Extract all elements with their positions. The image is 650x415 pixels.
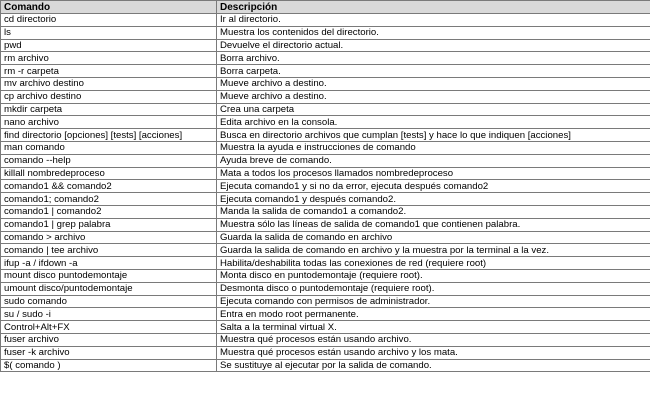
table-row: [1, 116, 650, 129]
command-cell: mount disco puntodemontaje: [1, 269, 217, 282]
command-cell: Control+Alt+FX: [1, 321, 217, 334]
command-cell: ls: [1, 26, 217, 39]
command-cell: pwd: [1, 39, 217, 52]
command-cell: fuser -k archivo: [1, 346, 217, 359]
table-row: [1, 39, 650, 52]
command-cell: mv archivo destino: [1, 77, 217, 90]
description-cell: Monta disco en puntodemontaje (requiere root).: [217, 269, 650, 282]
description-cell: Borra carpeta.: [217, 65, 650, 78]
table-row: [1, 295, 650, 308]
table-row: [1, 308, 650, 321]
description-cell: Mueve archivo a destino.: [217, 90, 650, 103]
description-cell: Muestra qué procesos están usando archivo y los mata.: [217, 346, 650, 359]
table-row: [1, 321, 650, 334]
description-cell: Busca en directorio archivos que cumplan [tests] y hace lo que indiquen [acciones]: [217, 129, 650, 142]
table-row: [1, 244, 650, 257]
description-cell: Entra en modo root permanente.: [217, 308, 650, 321]
table-row: [1, 90, 650, 103]
command-cell: $( comando ): [1, 359, 217, 372]
table-row: [1, 359, 650, 372]
description-cell: Muestra la ayuda e instrucciones de comando: [217, 141, 650, 154]
table-row: [1, 269, 650, 282]
description-cell: Desmonta disco o puntodemontaje (requiere root).: [217, 282, 650, 295]
table-row: [1, 180, 650, 193]
command-cell: su / sudo -i: [1, 308, 217, 321]
table-row: [1, 65, 650, 78]
command-cell: comando1; comando2: [1, 193, 217, 206]
command-cell: ifup -a / ifdown -a: [1, 257, 217, 270]
description-cell: Se sustituye al ejecutar por la salida de comando.: [217, 359, 650, 372]
command-cell: mkdir carpeta: [1, 103, 217, 116]
description-cell: Manda la salida de comando1 a comando2.: [217, 205, 650, 218]
description-cell: Mata a todos los procesos llamados nombredeproceso: [217, 167, 650, 180]
table-row: [1, 154, 650, 167]
command-cell: comando --help: [1, 154, 217, 167]
description-cell: Muestra sólo las líneas de salida de comando1 que contienen palabra.: [217, 218, 650, 231]
description-cell: Ir al directorio.: [217, 14, 650, 27]
description-cell: Guarda la salida de comando en archivo: [217, 231, 650, 244]
table-row: [1, 167, 650, 180]
command-cell: nano archivo: [1, 116, 217, 129]
description-cell: Habilita/deshabilita todas las conexiones de red (requiere root): [217, 257, 650, 270]
description-cell: Salta a la terminal virtual X.: [217, 321, 650, 334]
description-cell: Ayuda breve de comando.: [217, 154, 650, 167]
command-cell: killall nombredeproceso: [1, 167, 217, 180]
command-cell: find directorio [opciones] [tests] [acciones]: [1, 129, 217, 142]
table-row: [1, 257, 650, 270]
table-row: [1, 231, 650, 244]
command-cell: man comando: [1, 141, 217, 154]
command-cell: rm -r carpeta: [1, 65, 217, 78]
table-row: [1, 26, 650, 39]
table-row: [1, 346, 650, 359]
table-body: [1, 14, 650, 372]
description-cell: Ejecuta comando1 y después comando2.: [217, 193, 650, 206]
description-cell: Muestra qué procesos están usando archivo.: [217, 333, 650, 346]
table-row: [1, 77, 650, 90]
table-row: [1, 205, 650, 218]
table-row: [1, 333, 650, 346]
command-cell: sudo comando: [1, 295, 217, 308]
description-cell: Mueve archivo a destino.: [217, 77, 650, 90]
description-cell: Devuelve el directorio actual.: [217, 39, 650, 52]
table-row: [1, 193, 650, 206]
command-cell: comando > archivo: [1, 231, 217, 244]
description-cell: Guarda la salida de comando en archivo y la muestra por la terminal a la vez.: [217, 244, 650, 257]
command-cell: comando1 | comando2: [1, 205, 217, 218]
table-row: [1, 282, 650, 295]
command-cell: umount disco/puntodemontaje: [1, 282, 217, 295]
command-cell: comando | tee archivo: [1, 244, 217, 257]
table-row: [1, 218, 650, 231]
description-cell: Edita archivo en la consola.: [217, 116, 650, 129]
command-cell: cp archivo destino: [1, 90, 217, 103]
command-cell: comando1 && comando2: [1, 180, 217, 193]
table-row: [1, 103, 650, 116]
command-cell: comando1 | grep palabra: [1, 218, 217, 231]
column-header-descripcion: Descripción: [217, 1, 650, 14]
description-cell: Crea una carpeta: [217, 103, 650, 116]
description-cell: Ejecuta comando con permisos de administrador.: [217, 295, 650, 308]
description-cell: Ejecuta comando1 y si no da error, ejecuta después comando2: [217, 180, 650, 193]
table-row: [1, 52, 650, 65]
column-header-comando: Comando: [1, 1, 217, 14]
table-row: [1, 141, 650, 154]
description-cell: Borra archivo.: [217, 52, 650, 65]
command-cell: cd directorio: [1, 14, 217, 27]
description-cell: Muestra los contenidos del directorio.: [217, 26, 650, 39]
command-cell: fuser archivo: [1, 333, 217, 346]
table-row: [1, 129, 650, 142]
table-header-row: [1, 1, 650, 14]
table-row: [1, 14, 650, 27]
command-cell: rm archivo: [1, 52, 217, 65]
